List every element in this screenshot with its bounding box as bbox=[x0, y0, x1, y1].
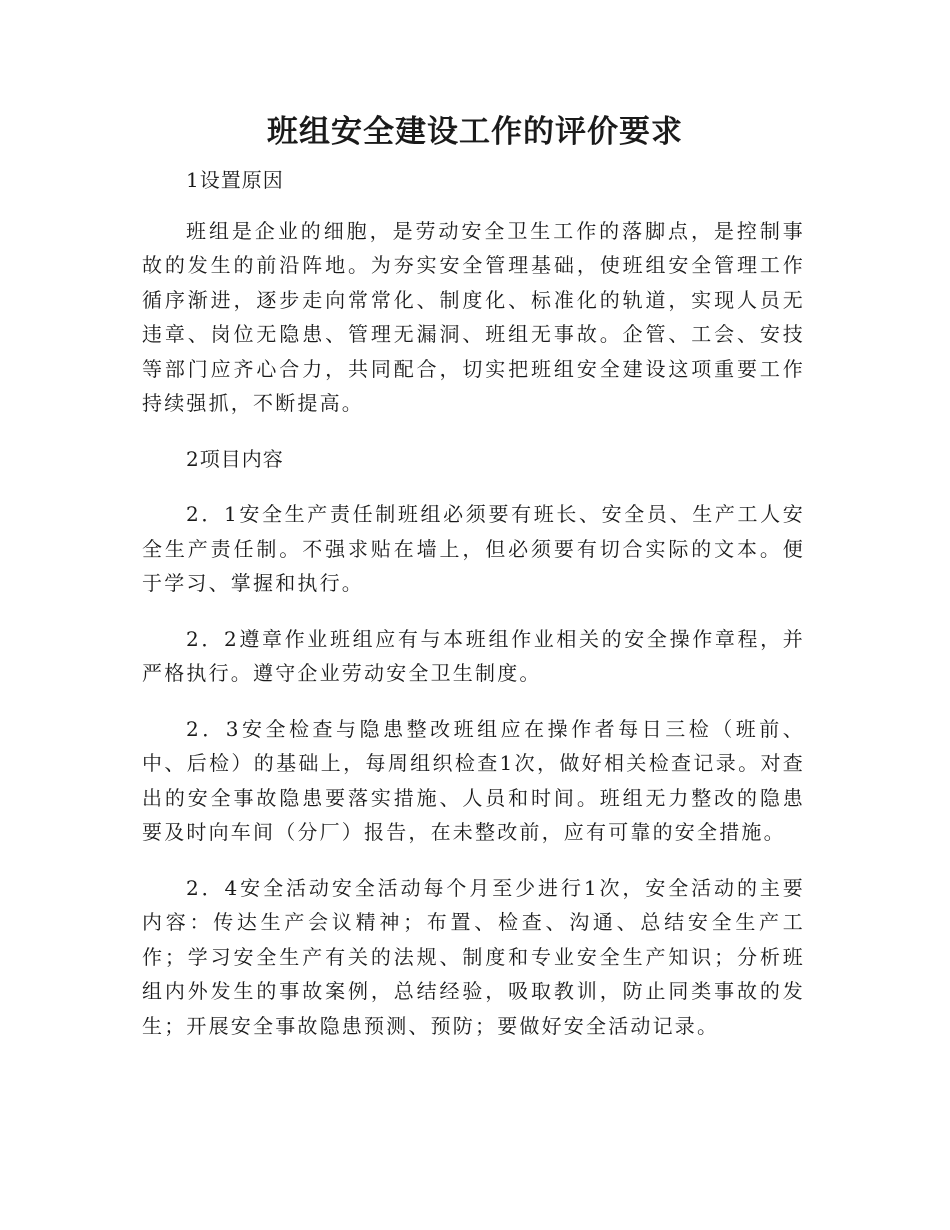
paragraph-2-3: 2．3安全检查与隐患整改班组应在操作者每日三检（班前、中、后检）的基础上，每周组织检查1次，做好相关检查记录。对查出的安全事故隐患要落实措施、人员和时间。班组无力整改的隐患要及时向车间（分厂）报告，在未整改前，应有可靠的安全措施。 bbox=[142, 716, 805, 844]
paragraph-reason: 班组是企业的细胞，是劳动安全卫生工作的落脚点，是控制事故的发生的前沿阵地。为夯实安全管理基础，使班组安全管理工作循序渐进，逐步走向常常化、制度化、标准化的轨道，实现人员无违章、岗位无隐患、管理无漏洞、班组无事故。企管、工会、安技等部门应齐心合力，共同配合，切实把班组安全建设这项重要工作持续强抓，不断提高。 bbox=[142, 218, 805, 415]
section-heading-1: 1设置原因 bbox=[186, 168, 284, 192]
paragraph-2-2: 2．2遵章作业班组应有与本班组作业相关的安全操作章程，并严格执行。遵守企业劳动安全卫生制度。 bbox=[142, 626, 805, 685]
paragraph-2-1: 2．1安全生产责任制班组必须要有班长、安全员、生产工人安全生产责任制。不强求贴在墙上，但必须要有切合实际的文本。便于学习、掌握和执行。 bbox=[142, 502, 805, 595]
paragraph-2-4: 2．4安全活动安全活动每个月至少进行1次，安全活动的主要内容：传达生产会议精神；布置、检查、沟通、总结安全生产工作；学习安全生产有关的法规、制度和专业安全生产知识；分析班组内外发生的事故案例，总结经验，吸取教训，防止同类事故的发生；开展安全事故隐患预测、预防；要做好安全活动记录。 bbox=[142, 875, 805, 1038]
section-heading-2: 2项目内容 bbox=[186, 446, 284, 471]
document-body bbox=[142, 163, 805, 1043]
document-title: 班组安全建设工作的评价要求 bbox=[267, 114, 683, 150]
